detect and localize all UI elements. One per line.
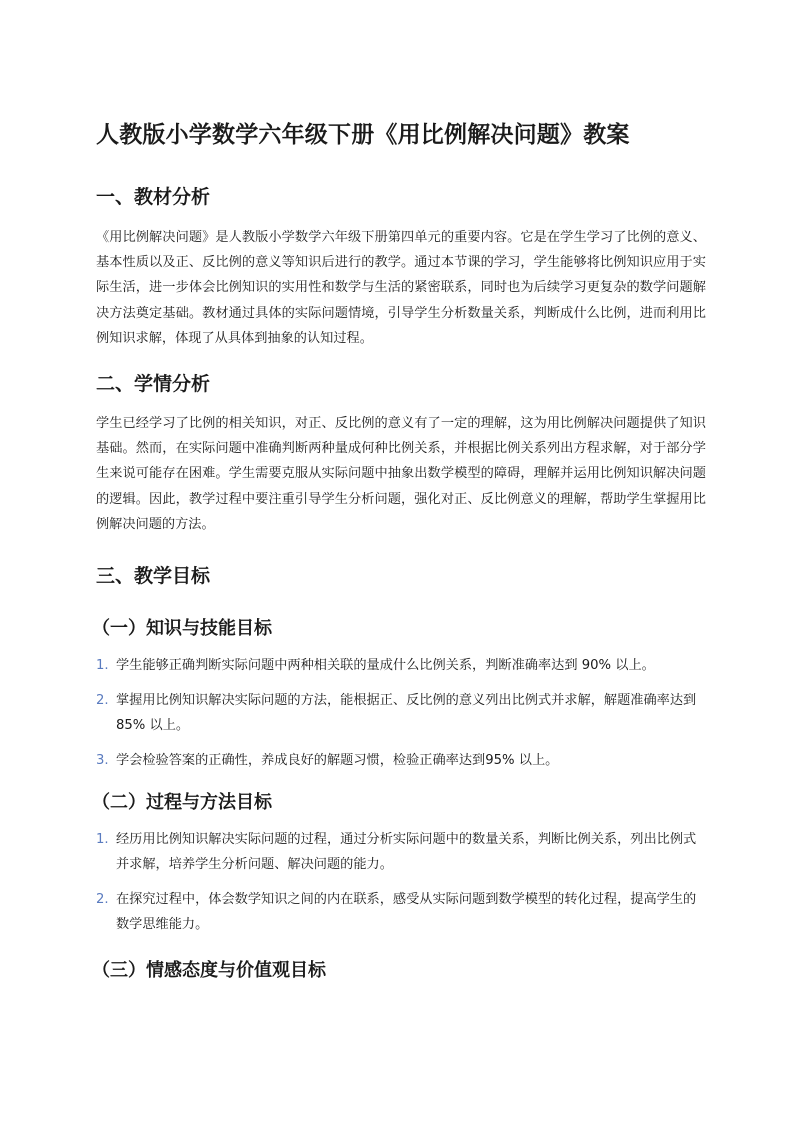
list-item [96,887,706,937]
list-item [96,653,706,678]
document-title: 人教版小学数学六年级下册《用比例解决问题》教案 [96,122,630,148]
list-item-number: 2. [96,892,109,908]
list-item-text: 学生能够正确判断实际问题中两种相关联的量成什么比例关系，判断准确率达到 90% 以上。 [116,658,655,674]
section-paragraph-student-analysis: 学生已经学习了比例的相关知识，对正、反比例的意义有了一定的理解，这为用比例解决问题提供了知识基础。然而，在实际问题中准确判断两种量成何种比例关系，并根据比例关系列出方程求解，对于部分学生来说可能存在困难。学生需要克服从实际问题中抽象出数学模型的障碍，理解并运用比例知识解决问题的逻辑。因此，教学过程中要注重引导学生分析问题，强化对正、反比例意义的理解，帮助学生掌握用比例解决问题的方法。 [96,416,706,532]
list-item-number: 2. [96,693,109,709]
list-item [96,827,706,877]
subsection-heading-process-methods: （二）过程与方法目标 [92,792,272,814]
list-item-text: 学会检验答案的正确性，养成良好的解题习惯，检验正确率达到95% 以上。 [116,753,559,769]
section-heading-student-analysis: 二、学情分析 [96,373,211,396]
list-item-text: 掌握用比例知识解决实际问题的方法，能根据正、反比例的意义列出比例式并求解，解题准确率达到 85% 以上。 [116,693,697,734]
knowledge-skills-list [96,653,706,773]
list-item-number: 1. [96,832,109,848]
section-paragraph-textbook-analysis: 《用比例解决问题》是人教版小学数学六年级下册第四单元的重要内容。它是在学生学习了比例的意义、基本性质以及正、反比例的意义等知识后进行的教学。通过本节课的学习，学生能够将比例知识应用于实际生活，进一步体会比例知识的实用性和数学与生活的紧密联系，同时也为后续学习更复杂的数学问题解决方法奠定基础。教材通过具体的实际问题情境，引导学生分析数量关系，判断成什么比例，进而利用比例知识求解，体现了从具体到抽象的认知过程。 [96,230,706,346]
subsection-heading-emotion-values: （三）情感态度与价值观目标 [92,960,326,982]
list-item [96,748,706,773]
list-item-number: 1. [96,658,109,674]
list-item [96,688,706,738]
list-item-text: 在探究过程中，体会数学知识之间的内在联系，感受从实际问题到数学模型的转化过程，提高学生的数学思维能力。 [116,892,697,933]
section-heading-textbook-analysis: 一、教材分析 [96,186,211,208]
section-heading-teaching-goals: 三、教学目标 [96,565,211,588]
process-methods-list [96,827,706,937]
list-item-text: 经历用比例知识解决实际问题的过程，通过分析实际问题中的数量关系，判断比例关系，列出比例式并求解，培养学生分析问题、解决问题的能力。 [116,832,697,873]
document-page [92,118,706,985]
subsection-heading-knowledge-skills: （一）知识与技能目标 [92,618,272,640]
list-item-number: 3. [96,753,109,769]
